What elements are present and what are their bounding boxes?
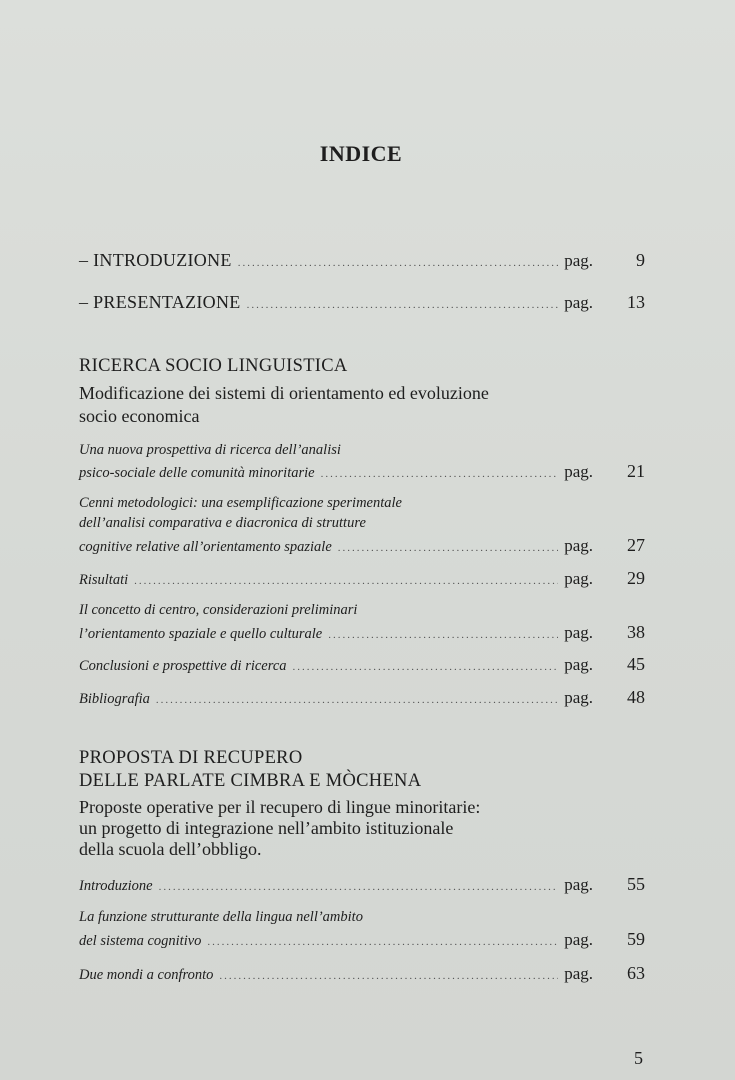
toc-entry-label: Bibliografia — [79, 691, 150, 707]
pag-label: pag. — [564, 462, 593, 481]
toc-entry-introduzione[interactable] — [79, 250, 645, 271]
dot-leader — [247, 299, 559, 311]
toc-entry-presentazione[interactable] — [79, 292, 645, 313]
toc-entry-label: cognitive relative all’orientamento spaziale — [79, 539, 332, 555]
section-heading: RICERCA SOCIO LINGUISTICA — [79, 356, 348, 376]
toc-page-number: 48 — [627, 687, 645, 707]
section-subtitle-line: Proposte operative per il recupero di lingue minoritarie: — [79, 797, 481, 817]
pag-label: pag. — [564, 655, 593, 674]
pag-label: pag. — [564, 688, 593, 707]
dot-leader — [156, 694, 558, 706]
page-title: INDICE — [319, 141, 403, 166]
toc-entry-label: psico-sociale delle comunità minoritarie — [79, 465, 315, 481]
toc-entry-risultati[interactable] — [79, 568, 645, 589]
toc-page-number: 55 — [627, 874, 645, 894]
pag-label: pag. — [564, 536, 593, 555]
toc-entry-label: Conclusioni e prospettive di ricerca — [79, 658, 287, 674]
pag-label: pag. — [564, 964, 593, 983]
toc-entry-label: – INTRODUZIONE — [79, 250, 232, 270]
toc-page-number: 59 — [627, 929, 645, 949]
dot-leader — [238, 257, 559, 269]
toc-entry-bibliografia[interactable] — [79, 687, 645, 708]
toc-entry-line: La funzione strutturante della lingua nell’ambito — [79, 909, 363, 925]
pag-label: pag. — [564, 875, 593, 894]
dot-leader — [293, 661, 559, 673]
section-heading-line: PROPOSTA DI RECUPERO — [79, 748, 303, 768]
dot-leader — [338, 542, 558, 554]
toc-entry-label: del sistema cognitivo — [79, 933, 202, 949]
toc-page-number: 9 — [636, 250, 645, 270]
toc-entry-line: Il concetto di centro, considerazioni preliminari — [79, 602, 358, 618]
dot-leader — [207, 936, 558, 948]
toc-entry-label: Due mondi a confronto — [79, 967, 214, 983]
toc-entry-funzione-strutturante[interactable] — [79, 929, 645, 950]
toc-entry-introduzione-2[interactable] — [79, 874, 645, 895]
pag-label: pag. — [564, 930, 593, 949]
toc-page-number: 27 — [627, 535, 645, 555]
toc-page-number: 29 — [627, 568, 645, 588]
toc-entry-label: Risultati — [79, 572, 129, 588]
page-number: 5 — [634, 1048, 643, 1068]
section-heading-line: DELLE PARLATE CIMBRA E MÒCHENA — [79, 771, 422, 791]
dot-leader — [159, 881, 559, 893]
toc-entry-label: – PRESENTAZIONE — [79, 292, 241, 312]
toc-entry-line: dell’analisi comparativa e diacronica di strutture — [79, 515, 366, 531]
toc-entry-label: l’orientamento spaziale e quello culturale — [79, 626, 323, 642]
toc-entry-line: Una nuova prospettiva di ricerca dell’analisi — [79, 442, 341, 458]
toc-entry-label: Introduzione — [79, 878, 153, 894]
pag-label: pag. — [564, 251, 593, 270]
pag-label: pag. — [564, 569, 593, 588]
pag-label: pag. — [564, 293, 593, 312]
pag-label: pag. — [564, 623, 593, 642]
dot-leader — [328, 629, 558, 641]
toc-page-number: 38 — [627, 622, 645, 642]
dot-leader — [134, 575, 558, 587]
toc-page-number: 45 — [627, 654, 645, 674]
section-subtitle-line: della scuola dell’obbligo. — [79, 839, 262, 859]
toc-entry-due-mondi[interactable] — [79, 963, 645, 984]
toc-entry-cenni-metodologici[interactable] — [79, 535, 645, 556]
toc-page-number: 21 — [627, 461, 645, 481]
section-subtitle-line: socio economica — [79, 406, 200, 426]
toc-page-number: 63 — [627, 963, 645, 983]
section-subtitle-line: un progetto di integrazione nell’ambito istituzionale — [79, 818, 454, 838]
toc-entry-comunita-minoritarie[interactable] — [79, 461, 645, 482]
dot-leader — [321, 468, 559, 480]
dot-leader — [219, 970, 558, 982]
toc-page-number: 13 — [627, 292, 645, 312]
toc-entry-conclusioni[interactable] — [79, 654, 645, 675]
section-subtitle-line: Modificazione dei sistemi di orientamento ed evoluzione — [79, 383, 489, 403]
toc-entry-concetto-di-centro[interactable] — [79, 622, 645, 643]
toc-entry-line: Cenni metodologici: una esemplificazione sperimentale — [79, 495, 402, 511]
